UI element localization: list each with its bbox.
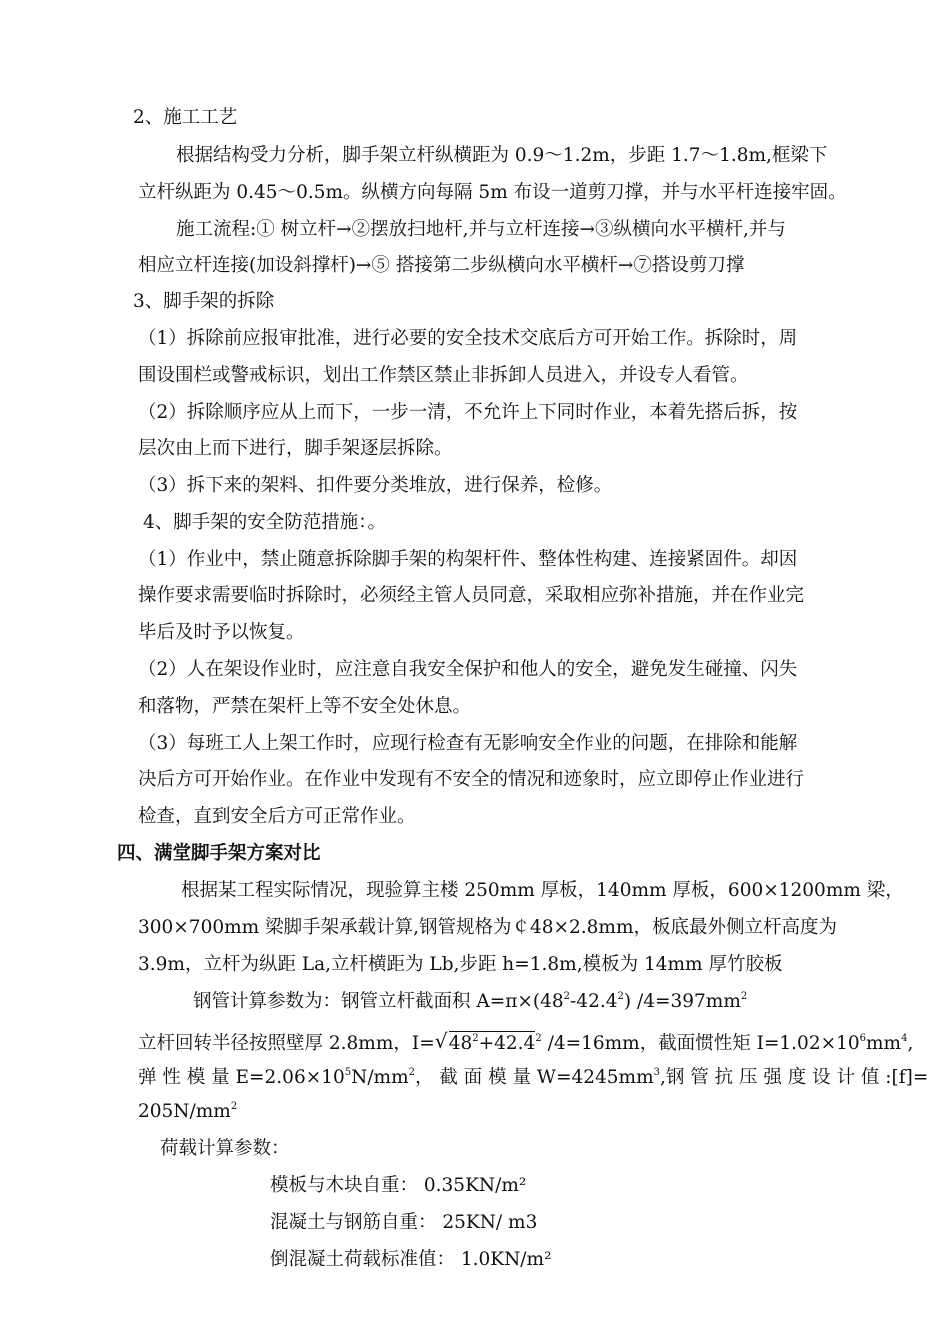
- paragraph-line: 决后方可开始作业。在作业中发现有不安全的情况和迹象时，应立即停止作业进行: [138, 769, 805, 790]
- formula-line-strength: $205N/mm^2$: [138, 1101, 238, 1122]
- heading-scaffold-removal: 3、脚手架的拆除: [133, 291, 275, 312]
- paragraph-line: 立杆纵距为 0.45～0.5m。纵横方向每隔 5m 布设一道剪刀撑，并与水平杆连接牢固。: [138, 182, 847, 203]
- heading-safety-measures: 4、脚手架的安全防范措施：。: [143, 512, 387, 533]
- paragraph-line: 围设围栏或警戒标识，划出工作禁区禁止非拆卸人员进入，并设专人看管。: [138, 365, 749, 386]
- load-param-item: 倒混凝土荷载标准值： 1.0KN/m²: [270, 1249, 552, 1270]
- square-root-expression: √ $48^2+42.4$: [434, 1029, 536, 1054]
- paragraph-line: （3）每班工人上架工作时，应现行检查有无影响安全作业的问题，在排除和能解: [138, 733, 798, 754]
- paragraph-line: （1）作业中，禁止随意拆除脚手架的构架杆件、整体性构建、连接紧固件。却因: [138, 549, 798, 570]
- paragraph-line: （2）拆除顺序应从上而下，一步一清，不允许上下同时作业，本着先搭后拆，按: [138, 402, 798, 423]
- paragraph-line: （3）拆下来的架料、扣件要分类堆放，进行保养，检修。: [138, 475, 613, 496]
- paragraph-line: 操作要求需要临时拆除时，必须经主管人员同意，采取相应弥补措施，并在作业完: [138, 585, 805, 606]
- load-param-item: 模板与木块自重： 0.35KN/m²: [270, 1175, 527, 1196]
- formula-line-radius: 立杆回转半径按照壁厚 2.8mm，I= √ $48^2+42.4^2$ /4=16mm，截面惯性矩 $I=1.02\times 10^6mm^4$,: [138, 1029, 914, 1054]
- paragraph-line: 根据某工程实际情况，现验算主楼 250mm 厚板，140mm 厚板，600×1200mm 梁，: [181, 880, 904, 901]
- formula-line-modulus: 弹 性 模 量 $E=2.06\times 10^5N/mm^2$， 截 面 模 量 $W=4245mm^3$,钢 管 抗 压 强 度 设 计 值 :[f]=: [138, 1067, 929, 1088]
- paragraph-line: 根据结构受力分析，脚手架立杆纵横距为 0.9～1.2m，步距 1.7～1.8m,框梁下: [176, 145, 828, 166]
- load-params-heading: 荷载计算参数：: [160, 1138, 290, 1159]
- heading-construction-process: 2、施工工艺: [133, 107, 238, 128]
- paragraph-line: 和落物，严禁在架杆上等不安全处休息。: [138, 696, 472, 717]
- paragraph-line: 相应立杆连接(加设斜撑杆)→⑤ 搭接第二步纵横向水平横杆→⑦搭设剪刀撑: [138, 255, 745, 276]
- paragraph-line: 层次由上而下进行，脚手架逐层拆除。: [138, 438, 453, 459]
- paragraph-line: 3.9m，立杆为纵距 La,立杆横距为 Lb,步距 h=1.8m,模板为 14mm 厚竹胶板: [138, 954, 783, 975]
- paragraph-line: 300×700mm 梁脚手架承载计算,钢管规格为￠48×2.8mm，板底最外侧立杆高度为: [138, 917, 838, 938]
- load-param-item: 混凝土与钢筋自重： 25KN/ m3: [270, 1212, 538, 1233]
- section-heading-full-scaffold: 四、满堂脚手架方案对比: [117, 843, 321, 864]
- paragraph-line: （1）拆除前应报审批准，进行必要的安全技术交底后方可开始工作。拆除时，周: [138, 328, 798, 349]
- paragraph-line: 检查，直到安全后方可正常作业。: [138, 806, 416, 827]
- paragraph-line: 施工流程:① 树立杆→②摆放扫地杆,并与立杆连接→③纵横向水平横杆,并与: [176, 219, 786, 240]
- formula-line-area: 钢管计算参数为：钢管立杆截面积 $A=\pi\times(48^2-42.4^2)$ $/4=397mm^2$: [193, 991, 748, 1012]
- paragraph-line: 毕后及时予以恢复。: [138, 622, 305, 643]
- sqrt-sign-icon: √: [434, 1029, 448, 1053]
- paragraph-line: （2）人在架设作业时，应注意自我安全保护和他人的安全，避免发生碰撞、闪失: [138, 659, 798, 680]
